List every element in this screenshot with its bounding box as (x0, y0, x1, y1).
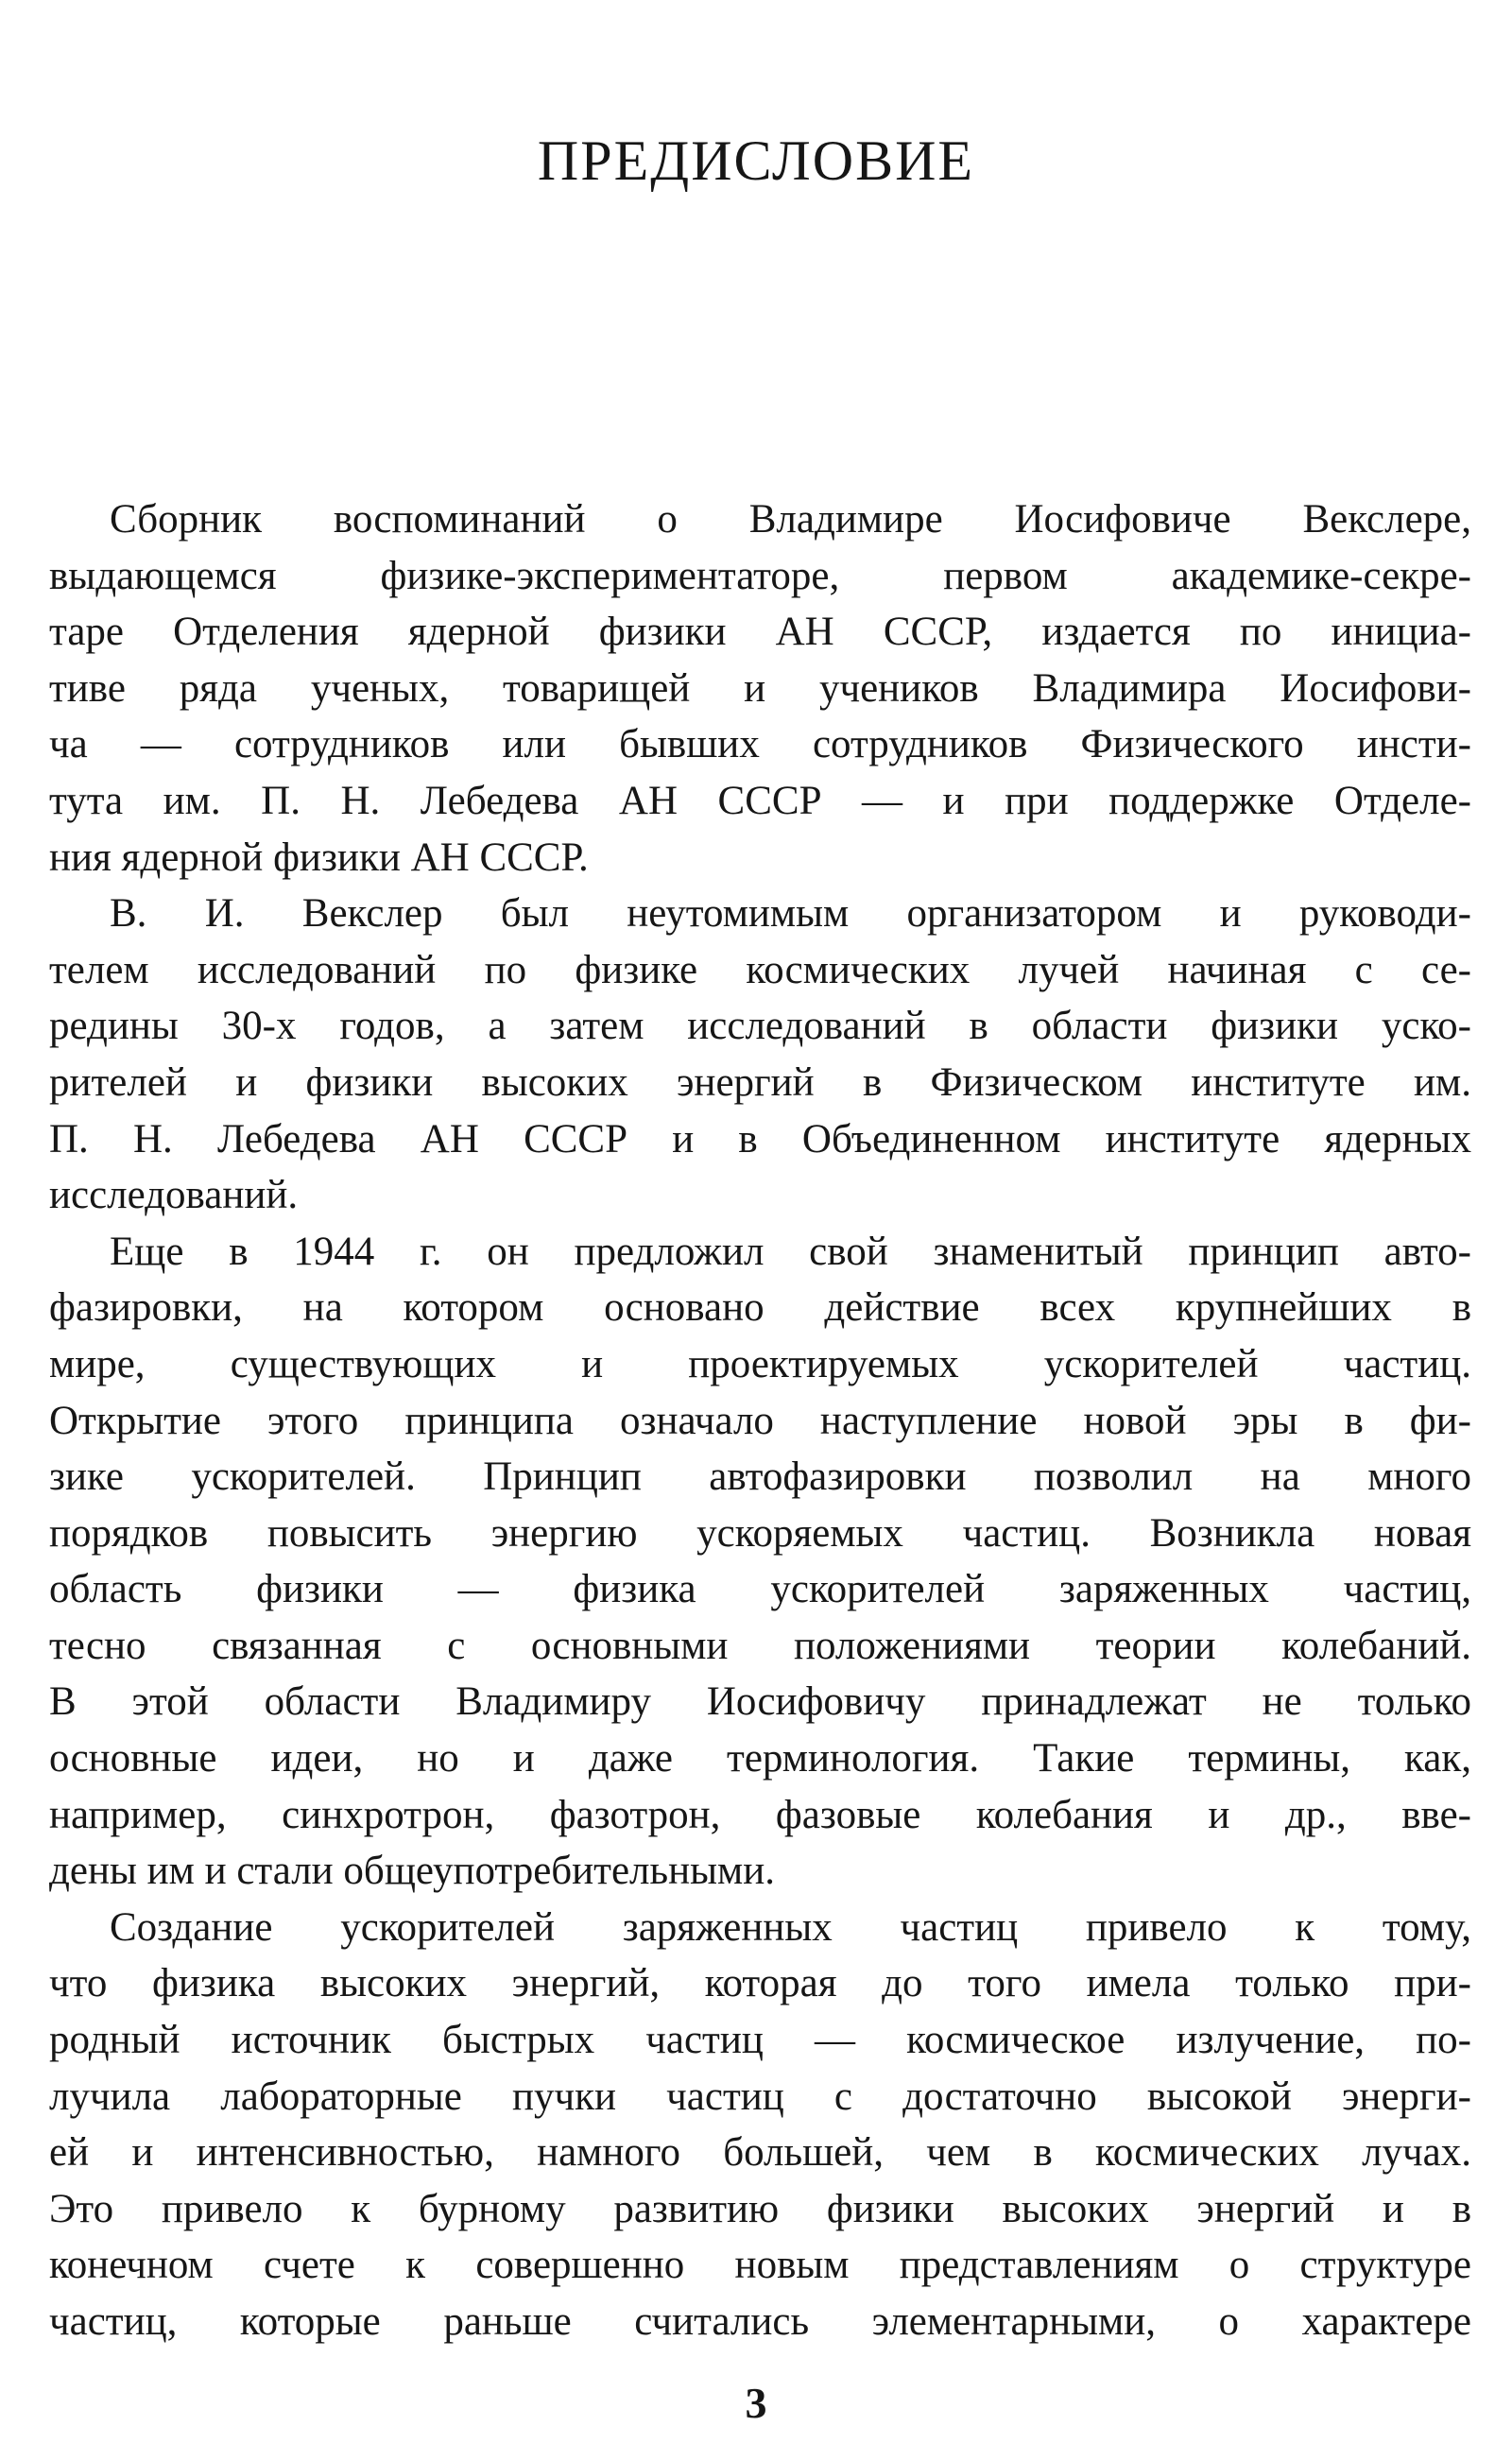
text-line: зике ускорителей. Принцип автофазировки позволил на много (49, 1454, 1471, 1500)
text-line: выдающемся физике-экспериментаторе, первом академике-секре- (49, 553, 1471, 598)
text-line: ей и интенсивностью, намного большей, чем в космических лучах. (49, 2130, 1471, 2176)
text-line: дены им и стали общеупотребительными. (49, 1849, 775, 1894)
text-line: исследований. (49, 1173, 299, 1218)
text-line: Это привело к бурному развитию физики высоких энергий и в (49, 2186, 1471, 2231)
text-line: рителей и физики высоких энергий в Физическом институте им. (49, 1059, 1471, 1105)
text-line: ча — сотрудников или бывших сотрудников Физического инсти- (49, 722, 1471, 767)
page-title: ПРЕДИСЛОВИЕ (537, 129, 975, 192)
body-text (49, 491, 1471, 2350)
text-line: область физики — физика ускорителей заряженных частиц, (49, 1567, 1471, 1612)
text-line: тиве ряда ученых, товарищей и учеников Владимира Иосифови- (49, 665, 1471, 711)
text-line: редины 30-х годов, а затем исследований в области физики уско- (49, 1004, 1471, 1049)
text-line: П. Н. Лебедева АН СССР и в Объединенном институте ядерных (49, 1116, 1471, 1162)
text-line: Еще в 1944 г. он предложил свой знаменитый принцип авто- (110, 1229, 1471, 1274)
text-line: Создание ускорителей заряженных частиц привело к тому, (110, 1904, 1471, 1950)
text-line: Сборник воспоминаний о Владимире Иосифовиче Векслере, (110, 497, 1471, 542)
paragraph-2 (49, 886, 1471, 1224)
text-line: таре Отделения ядерной физики АН СССР, издается по инициа- (49, 610, 1471, 655)
text-line: В. И. Векслер был неутомимым организатором и руководи- (110, 891, 1471, 937)
text-line: фазировки, на котором основано действие всех крупнейших в (49, 1285, 1471, 1331)
text-line: частиц, которые раньше считались элементарными, о характере (49, 2299, 1471, 2344)
text-line: родный источник быстрых частиц — космическое излучение, по- (49, 2018, 1471, 2063)
text-line: Открытие этого принципа означало наступление новой эры в фи- (49, 1398, 1471, 1443)
text-line: ния ядерной физики АН СССР. (49, 835, 589, 880)
text-line: тесно связанная с основными положениями теории колебаний. (49, 1623, 1471, 1668)
text-line: что физика высоких энергий, которая до того имела только при- (49, 1961, 1471, 2006)
text-line: В этой области Владимиру Иосифовичу принадлежат не только (49, 1679, 1471, 1725)
text-line: порядков повысить энергию ускоряемых частиц. Возникла новая (49, 1510, 1471, 1556)
page-number: 3 (745, 2379, 767, 2427)
paragraph-3 (49, 1224, 1471, 1900)
text-line: основные идеи, но и даже терминология. Такие термины, как, (49, 1736, 1471, 1781)
text-line: мире, существующих и проектируемых ускорителей частиц. (49, 1341, 1471, 1386)
text-line: телем исследований по физике космических лучей начиная с се- (49, 947, 1471, 992)
text-line: например, синхротрон, фазотрон, фазовые колебания и др., вве- (49, 1792, 1471, 1837)
text-line: тута им. П. Н. Лебедева АН СССР — и при поддержке Отделе- (49, 778, 1471, 823)
paragraph-4 (49, 1900, 1471, 2350)
paragraph-1 (49, 491, 1471, 886)
text-line: лучила лабораторные пучки частиц с достаточно высокой энерги- (49, 2074, 1471, 2119)
text-line: конечном счете к совершенно новым представлениям о структуре (49, 2243, 1471, 2288)
